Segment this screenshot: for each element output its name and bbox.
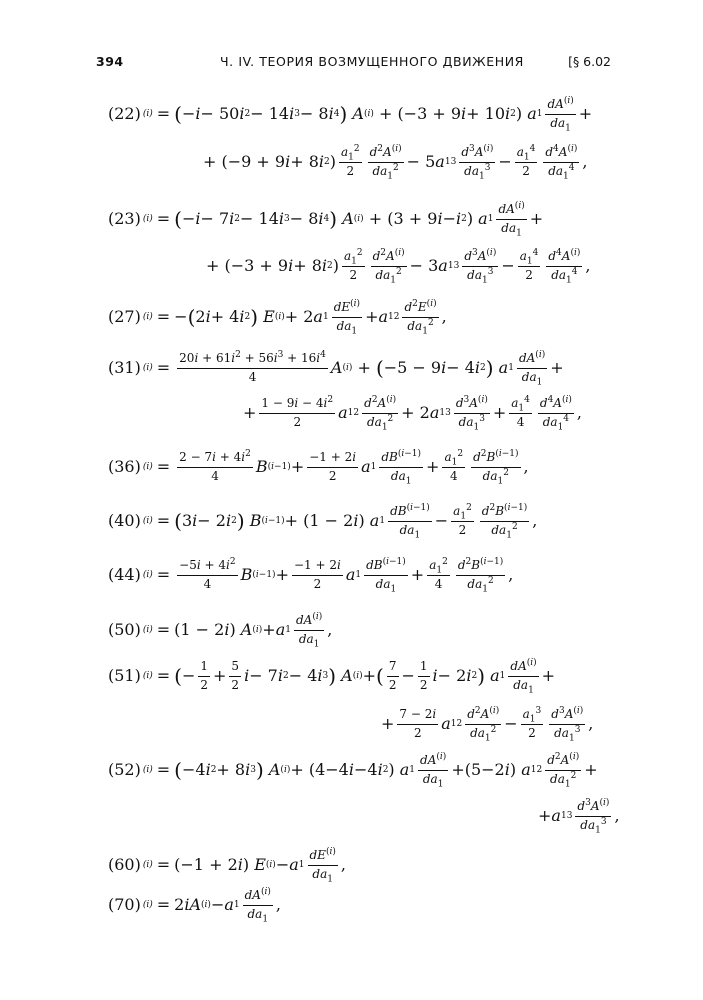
equation-52-line-1: (52) (i) = ( −4 i 2 + 8 i 3 ) A (i) + (4−4 i −4 i 2 ) a 1 $\frac{dA^{(i)}}{da_1}$ +(5−2 i ) a 1 2 $\frac{d^2A^{(i)}}{da_1^2}$ + [108,752,598,790]
equation-label: (27) [108,307,141,327]
equation-52-line-2: + a 1 3 $\frac{d^3A^{(i)}}{da_1^3}$ , [538,798,620,836]
equation-label: (31) [108,358,141,378]
equation-label: (60) [108,855,141,875]
equation-label: (51) [108,666,141,686]
equation-50: (50) (i) = (1 − 2 i ) A (i) + a 1 $\frac{dA^{(i)}}{da_1}$ , [108,612,333,650]
equation-label: (23) [108,209,141,229]
equation-31-line-1: (31) (i) = $\frac{20i + 61i^2 + 56i^3 + 16i^4}{4}$ A (i) + ( −5 − 9 i − 4 i 2 ) a 1 $\frac{dA^{(i)}}{da_1}$ + [108,350,564,388]
equation-23-line-2: + (−3 + 9 i + 8 i 2 ) $\frac{a_1^2}{2}$ $\frac{d^2A^{(i)}}{da_1^2}$ − 3 a 1 3 $\frac{d^3A^{(i)}}{da_1^3}$ − $\frac{a_1^4}{2}$ $\frac{d^4A^{(i)}}{da_1^4}$ , [206,248,591,286]
equation-label: (52) [108,760,141,780]
equation-36: (36) (i) = $\frac{2 - 7i + 4i^2}{4}$ B (i−1) + $\frac{-1 + 2i}{2}$ a 1 $\frac{dB^{(i-1)}}{da_1}$ + $\frac{a_1^2}{4}$ $\frac{d^2B^{(i-1)}}{da_1^2}$ , [108,449,529,487]
equation-22-line-1: (22) (i) = ( − i − 50 i 2 − 14 i 3 − 8 i 4 ) A (i) + (−3 + 9 i + 10 i 2 ) a 1 $\frac{dA^{(i)}}{da_1}$ + [108,96,593,134]
equation-27: (27) (i) = − ( 2 i + 4 i 2 ) E (i) + 2 a 1 $\frac{dE^{(i)}}{da_1}$ + a 1 2 $\frac{d^2E^{(i)}}{da_1^2}$ , [108,299,447,337]
equation-22-line-2: + (−9 + 9 i + 8 i 2 ) $\frac{a_1^2}{2}$ $\frac{d^2A^{(i)}}{da_1^2}$ − 5 a 1 3 $\frac{d^3A^{(i)}}{da_1^3}$ − $\frac{a_1^4}{2}$ $\frac{d^4A^{(i)}}{da_1^4}$ , [203,144,588,182]
running-head-title: Ч. IV. ТЕОРИЯ ВОЗМУЩЕННОГО ДВИЖЕНИЯ [220,54,524,69]
equation-60: (60) (i) = (−1 + 2 i ) E (i) − a 1 $\frac{dE^{(i)}}{da_1}$ , [108,847,346,885]
equation-31-line-2: + $\frac{1 - 9i - 4i^2}{2}$ a 1 2 $\frac{d^2A^{(i)}}{da_1^2}$ + 2 a 1 3 $\frac{d^3A^{(i)}}{da_1^3}$ + $\frac{a_1^4}{4}$ $\frac{d^4A^{(i)}}{da_1^4}$ , [243,395,582,433]
equation-label: (40) [108,511,141,531]
equation-23-line-1: (23) (i) = ( − i − 7 i 2 − 14 i 3 − 8 i 4 ) A (i) + (3 + 9 i − i 2 ) a 1 $\frac{dA^{(i)}}{da_1}$ + [108,201,544,239]
running-header [96,54,611,76]
page-number: 394 [96,54,124,69]
equation-label: (36) [108,457,141,477]
section-number: [§ 6.02 [568,54,611,69]
equation-51-line-2: + $\frac{7 - 2i}{2}$ a 1 2 $\frac{d^2A^{(i)}}{da_1^2}$ − $\frac{a_1^3}{2}$ $\frac{d^3A^{(i)}}{da_1^3}$ , [381,706,594,744]
equation-label: (50) [108,620,141,640]
equation-44: (44) (i) = $\frac{-5i + 4i^2}{4}$ B (i−1) + $\frac{-1 + 2i}{2}$ a 1 $\frac{dB^{(i-1)}}{da_1}$ + $\frac{a_1^2}{4}$ $\frac{d^2B^{(i-1)}}{da_1^2}$ , [108,557,514,595]
equation-40: (40) (i) = ( 3 i − 2 i 2 ) B (i−1) + (1 − 2 i ) a 1 $\frac{dB^{(i-1)}}{da_1}$ − $\frac{a_1^2}{2}$ $\frac{d^2B^{(i-1)}}{da_1^2}$ , [108,503,538,541]
equation-label: (70) [108,895,141,915]
equation-51-line-1: (51) (i) = ( − $\frac{1}{2}$ + $\frac{5}{2}$ i − 7 i 2 − 4 i 3 ) A (i) + ( $\frac{7}{2}$ − $\frac{1}{2}$ i − 2 i 2 ) a 1 $\frac{dA^{(i)}}{da_1}$ + [108,658,556,696]
equation-70: (70) (i) = 2 iA (i) − a 1 $\frac{dA^{(i)}}{da_1}$ , [108,887,281,925]
equation-label: (44) [108,565,141,585]
equation-label: (22) [108,104,141,124]
